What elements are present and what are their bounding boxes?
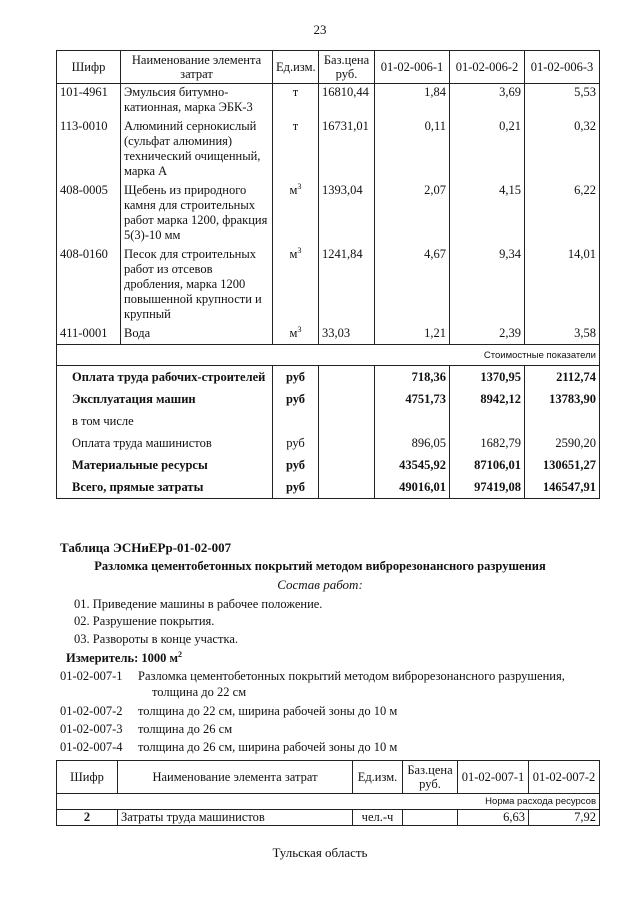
cell-code: 408-0005 xyxy=(57,182,121,246)
composition-title: Состав работ: xyxy=(277,577,363,592)
resource-table-007 xyxy=(56,760,600,826)
result-label: Всего, прямые затраты xyxy=(57,476,273,499)
result-value: 2112,74 xyxy=(525,366,600,389)
table-row xyxy=(57,325,600,345)
result-price xyxy=(319,388,375,410)
page-footer: Тульская область xyxy=(272,845,368,860)
cell-code: 113-0010 xyxy=(57,118,121,182)
header-name: Наименование элемента затрат xyxy=(118,761,353,794)
cell-name: Эмульсия битумно-катионная, марка ЭБК-3 xyxy=(121,84,273,119)
cell-price xyxy=(403,810,458,826)
cell-value: 6,22 xyxy=(525,182,600,246)
result-value: 146547,91 xyxy=(525,476,600,499)
cell-unit: $м^3$ xyxy=(273,325,319,345)
item-text-cont: толщина до 22 см xyxy=(152,685,247,699)
item-text: толщина до 26 см xyxy=(138,722,233,736)
cell-unit: т xyxy=(273,84,319,119)
result-value: 49016,01 xyxy=(375,476,450,499)
page-number: 23 xyxy=(313,22,327,37)
header-col1: 01-02-006-1 xyxy=(375,51,450,84)
result-value: 87106,01 xyxy=(450,454,525,476)
table-header-row xyxy=(57,761,600,794)
result-row xyxy=(57,388,600,410)
cell-value: 5,53 xyxy=(525,84,600,119)
resource-table-006 xyxy=(56,50,600,499)
result-value: 13783,90 xyxy=(525,388,600,410)
cell-value: 1,21 xyxy=(375,325,450,345)
result-value: 1370,95 xyxy=(450,366,525,389)
header-code: Шифр xyxy=(57,761,118,794)
result-row xyxy=(57,476,600,499)
table-row xyxy=(57,84,600,119)
result-label: в том числе xyxy=(57,410,273,432)
item-text: Разломка цементобетонных покрытий методом виброрезонансного разрушения, xyxy=(138,669,565,683)
header-code: Шифр xyxy=(57,51,121,84)
result-unit: руб xyxy=(273,454,319,476)
item-text: толщина до 22 см, ширина рабочей зоны до 10 м xyxy=(138,704,398,718)
table-title: Таблица ЭСНиЕРр-01-02-007 xyxy=(60,540,232,555)
item-text: толщина до 26 см, ширина рабочей зоны до 10 м xyxy=(138,740,398,754)
result-label: Оплата труда рабочих-строителей xyxy=(57,366,273,389)
cell-value: 9,34 xyxy=(450,246,525,325)
header-col2: 01-02-006-2 xyxy=(450,51,525,84)
result-value: 718,36 xyxy=(375,366,450,389)
item-code: 01-02-007-3 xyxy=(60,722,123,736)
header-unit: Ед.изм. xyxy=(353,761,403,794)
result-row xyxy=(57,410,600,432)
cell-name: Затраты труда машинистов xyxy=(118,810,353,826)
cost-indicators-row xyxy=(57,345,600,366)
cell-name: Щебень из природного камня для строительных работ марка 1200, фракция 5(3)-10 мм xyxy=(121,182,273,246)
cell-value: 4,67 xyxy=(375,246,450,325)
cell-code: 408-0160 xyxy=(57,246,121,325)
result-value: 896,05 xyxy=(375,432,450,454)
work-step: 02. Разрушение покрытия. xyxy=(74,614,215,628)
result-row xyxy=(57,454,600,476)
cell-value: 4,15 xyxy=(450,182,525,246)
result-value: 1682,79 xyxy=(450,432,525,454)
work-step: 03. Развороты в конце участка. xyxy=(74,632,238,646)
cell-unit: $м^3$ xyxy=(273,246,319,325)
cell-value: 3,69 xyxy=(450,84,525,119)
cell-value: 3,58 xyxy=(525,325,600,345)
cell-value: 6,63 xyxy=(458,810,529,826)
result-value xyxy=(525,410,600,432)
result-price xyxy=(319,410,375,432)
result-value: 43545,92 xyxy=(375,454,450,476)
result-value: 8942,12 xyxy=(450,388,525,410)
result-unit: руб xyxy=(273,388,319,410)
result-label: Эксплуатация машин xyxy=(57,388,273,410)
cell-value: 0,21 xyxy=(450,118,525,182)
result-unit: руб xyxy=(273,366,319,389)
result-value xyxy=(450,410,525,432)
table-row xyxy=(57,118,600,182)
cell-name: Алюминий сернокислый (сульфат алюминия) технический очищенный, марка А xyxy=(121,118,273,182)
cell-price: 1241,84 xyxy=(319,246,375,325)
cell-value: 0,32 xyxy=(525,118,600,182)
cell-value: 2,07 xyxy=(375,182,450,246)
table-row xyxy=(57,810,600,826)
result-value: 4751,73 xyxy=(375,388,450,410)
cost-indicators-label: Стоимостные показатели xyxy=(57,345,600,366)
item-code: 01-02-007-2 xyxy=(60,704,123,718)
cell-value: 7,92 xyxy=(529,810,600,826)
header-name: Наименование элемента затрат xyxy=(121,51,273,84)
cell-code: 101-4961 xyxy=(57,84,121,119)
cell-price: 16731,01 xyxy=(319,118,375,182)
cell-price: 1393,04 xyxy=(319,182,375,246)
cell-name: Вода xyxy=(121,325,273,345)
result-unit: руб xyxy=(273,432,319,454)
result-price xyxy=(319,432,375,454)
table-header-row xyxy=(57,51,600,84)
cell-unit: $м^3$ xyxy=(273,182,319,246)
header-col1: 01-02-007-1 xyxy=(458,761,529,794)
result-value xyxy=(375,410,450,432)
cell-price: 33,03 xyxy=(319,325,375,345)
result-price xyxy=(319,454,375,476)
table-row xyxy=(57,246,600,325)
result-value: 2590,20 xyxy=(525,432,600,454)
result-label: Материальные ресурсы xyxy=(57,454,273,476)
cell-unit: т xyxy=(273,118,319,182)
header-price: Баз.цена руб. xyxy=(319,51,375,84)
result-unit xyxy=(273,410,319,432)
cell-code: 411-0001 xyxy=(57,325,121,345)
result-price xyxy=(319,476,375,499)
header-col2: 01-02-007-2 xyxy=(529,761,600,794)
result-row xyxy=(57,432,600,454)
work-step: 01. Приведение машины в рабочее положение. xyxy=(74,597,323,611)
cell-value: 0,11 xyxy=(375,118,450,182)
result-label: Оплата труда машинистов xyxy=(57,432,273,454)
header-col3: 01-02-006-3 xyxy=(525,51,600,84)
table-row xyxy=(57,182,600,246)
cell-unit: чел.-ч xyxy=(353,810,403,826)
result-row xyxy=(57,366,600,389)
result-value: 130651,27 xyxy=(525,454,600,476)
cell-name: Песок для строительных работ из отсевов дробления, марка 1200 повышенной крупности и крупный xyxy=(121,246,273,325)
result-price xyxy=(319,366,375,389)
cell-value: 2,39 xyxy=(450,325,525,345)
norm-label-row xyxy=(57,794,600,810)
result-unit: руб xyxy=(273,476,319,499)
header-price: Баз.цена руб. xyxy=(403,761,458,794)
item-code: 01-02-007-1 xyxy=(60,669,123,683)
cell-code: 2 xyxy=(57,810,118,826)
cell-price: 16810,44 xyxy=(319,84,375,119)
item-code: 01-02-007-4 xyxy=(60,740,123,754)
cell-value: 1,84 xyxy=(375,84,450,119)
section-subtitle: Разломка цементобетонных покрытий методом виброрезонансного разрушения xyxy=(94,559,546,573)
result-value: 97419,08 xyxy=(450,476,525,499)
norm-label: Норма расхода ресурсов xyxy=(57,794,600,810)
measure-unit: Измеритель: 1000 $м^2$ xyxy=(66,649,183,665)
cell-value: 14,01 xyxy=(525,246,600,325)
header-unit: Ед.изм. xyxy=(273,51,319,84)
